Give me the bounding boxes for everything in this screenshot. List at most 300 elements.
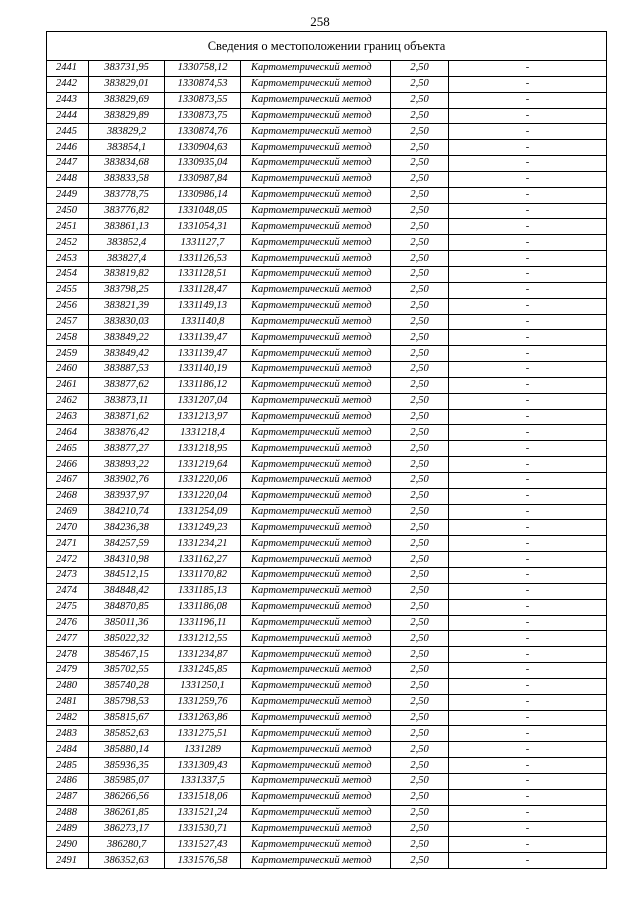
method-cell: Картометрический метод	[241, 76, 391, 92]
method-cell: Картометрический метод	[241, 330, 391, 346]
x-coordinate-cell: 383871,62	[89, 409, 165, 425]
point-number-cell: 2470	[47, 520, 89, 536]
point-number-cell: 2491	[47, 853, 89, 869]
y-coordinate-cell: 1331250,1	[165, 678, 241, 694]
method-cell: Картометрический метод	[241, 789, 391, 805]
x-coordinate-cell: 385467,15	[89, 647, 165, 663]
method-cell: Картометрический метод	[241, 441, 391, 457]
accuracy-cell: 2,50	[391, 203, 449, 219]
method-cell: Картометрический метод	[241, 615, 391, 631]
y-coordinate-cell: 1331219,64	[165, 457, 241, 473]
table-row	[47, 710, 607, 726]
x-coordinate-cell: 383776,82	[89, 203, 165, 219]
y-coordinate-cell: 1331139,47	[165, 346, 241, 362]
y-coordinate-cell: 1331140,19	[165, 362, 241, 378]
y-coordinate-cell: 1330873,55	[165, 92, 241, 108]
x-coordinate-cell: 383829,2	[89, 124, 165, 140]
point-number-cell: 2457	[47, 314, 89, 330]
y-coordinate-cell: 1331162,27	[165, 552, 241, 568]
accuracy-cell: 2,50	[391, 124, 449, 140]
method-cell: Картометрический метод	[241, 599, 391, 615]
point-number-cell: 2442	[47, 76, 89, 92]
method-cell: Картометрический метод	[241, 710, 391, 726]
y-coordinate-cell: 1331218,4	[165, 425, 241, 441]
point-number-cell: 2459	[47, 346, 89, 362]
method-cell: Картометрический метод	[241, 346, 391, 362]
accuracy-cell: 2,50	[391, 853, 449, 869]
point-number-cell: 2451	[47, 219, 89, 235]
x-coordinate-cell: 384870,85	[89, 599, 165, 615]
x-coordinate-cell: 384310,98	[89, 552, 165, 568]
description-cell: -	[449, 124, 607, 140]
x-coordinate-cell: 383902,76	[89, 472, 165, 488]
accuracy-cell: 2,50	[391, 441, 449, 457]
x-coordinate-cell: 383861,13	[89, 219, 165, 235]
method-cell: Картометрический метод	[241, 504, 391, 520]
method-cell: Картометрический метод	[241, 536, 391, 552]
table-row	[47, 472, 607, 488]
point-number-cell: 2489	[47, 821, 89, 837]
method-cell: Картометрический метод	[241, 314, 391, 330]
y-coordinate-cell: 1330874,53	[165, 76, 241, 92]
y-coordinate-cell: 1331220,06	[165, 472, 241, 488]
accuracy-cell: 2,50	[391, 235, 449, 251]
x-coordinate-cell: 383876,42	[89, 425, 165, 441]
table-row	[47, 171, 607, 187]
table-title: Сведения о местоположении границ объекта	[47, 32, 607, 61]
table-row	[47, 409, 607, 425]
table-row	[47, 298, 607, 314]
x-coordinate-cell: 386280,7	[89, 837, 165, 853]
description-cell: -	[449, 520, 607, 536]
x-coordinate-cell: 383873,11	[89, 393, 165, 409]
method-cell: Картометрический метод	[241, 694, 391, 710]
y-coordinate-cell: 1331127,7	[165, 235, 241, 251]
method-cell: Картометрический метод	[241, 377, 391, 393]
method-cell: Картометрический метод	[241, 266, 391, 282]
accuracy-cell: 2,50	[391, 615, 449, 631]
x-coordinate-cell: 383849,42	[89, 346, 165, 362]
description-cell: -	[449, 314, 607, 330]
description-cell: -	[449, 346, 607, 362]
x-coordinate-cell: 385011,36	[89, 615, 165, 631]
method-cell: Картометрический метод	[241, 472, 391, 488]
description-cell: -	[449, 488, 607, 504]
x-coordinate-cell: 383778,75	[89, 187, 165, 203]
table-row	[47, 108, 607, 124]
y-coordinate-cell: 1331186,12	[165, 377, 241, 393]
point-number-cell: 2463	[47, 409, 89, 425]
y-coordinate-cell: 1331275,51	[165, 726, 241, 742]
point-number-cell: 2446	[47, 140, 89, 156]
x-coordinate-cell: 385740,28	[89, 678, 165, 694]
accuracy-cell: 2,50	[391, 568, 449, 584]
point-number-cell: 2476	[47, 615, 89, 631]
x-coordinate-cell: 383798,25	[89, 282, 165, 298]
description-cell: -	[449, 726, 607, 742]
description-cell: -	[449, 235, 607, 251]
accuracy-cell: 2,50	[391, 647, 449, 663]
method-cell: Картометрический метод	[241, 821, 391, 837]
table-row	[47, 219, 607, 235]
table-row	[47, 251, 607, 267]
x-coordinate-cell: 385852,63	[89, 726, 165, 742]
description-cell: -	[449, 425, 607, 441]
table-header-row	[47, 32, 607, 61]
x-coordinate-cell: 383852,4	[89, 235, 165, 251]
x-coordinate-cell: 386273,17	[89, 821, 165, 837]
x-coordinate-cell: 384210,74	[89, 504, 165, 520]
y-coordinate-cell: 1331309,43	[165, 758, 241, 774]
method-cell: Картометрический метод	[241, 837, 391, 853]
point-number-cell: 2460	[47, 362, 89, 378]
method-cell: Картометрический метод	[241, 219, 391, 235]
y-coordinate-cell: 1331196,11	[165, 615, 241, 631]
x-coordinate-cell: 385702,55	[89, 663, 165, 679]
y-coordinate-cell: 1330758,12	[165, 61, 241, 77]
point-number-cell: 2453	[47, 251, 89, 267]
y-coordinate-cell: 1331207,04	[165, 393, 241, 409]
point-number-cell: 2481	[47, 694, 89, 710]
table-row	[47, 156, 607, 172]
x-coordinate-cell: 384257,59	[89, 536, 165, 552]
table-row	[47, 314, 607, 330]
description-cell: -	[449, 536, 607, 552]
description-cell: -	[449, 298, 607, 314]
accuracy-cell: 2,50	[391, 171, 449, 187]
y-coordinate-cell: 1331218,95	[165, 441, 241, 457]
description-cell: -	[449, 219, 607, 235]
method-cell: Картометрический метод	[241, 663, 391, 679]
description-cell: -	[449, 599, 607, 615]
table-row	[47, 758, 607, 774]
table-row	[47, 631, 607, 647]
table-row	[47, 266, 607, 282]
y-coordinate-cell: 1331213,97	[165, 409, 241, 425]
point-number-cell: 2448	[47, 171, 89, 187]
x-coordinate-cell: 383829,89	[89, 108, 165, 124]
table-row	[47, 568, 607, 584]
x-coordinate-cell: 385985,07	[89, 773, 165, 789]
description-cell: -	[449, 773, 607, 789]
point-number-cell: 2487	[47, 789, 89, 805]
y-coordinate-cell: 1330987,84	[165, 171, 241, 187]
accuracy-cell: 2,50	[391, 314, 449, 330]
point-number-cell: 2488	[47, 805, 89, 821]
y-coordinate-cell: 1331054,31	[165, 219, 241, 235]
description-cell: -	[449, 837, 607, 853]
table-row	[47, 488, 607, 504]
y-coordinate-cell: 1331259,76	[165, 694, 241, 710]
method-cell: Картометрический метод	[241, 552, 391, 568]
y-coordinate-cell: 1331048,05	[165, 203, 241, 219]
table-row	[47, 377, 607, 393]
table-row	[47, 61, 607, 77]
table-row	[47, 599, 607, 615]
point-number-cell: 2486	[47, 773, 89, 789]
x-coordinate-cell: 383833,58	[89, 171, 165, 187]
method-cell: Картометрический метод	[241, 678, 391, 694]
point-number-cell: 2472	[47, 552, 89, 568]
point-number-cell: 2443	[47, 92, 89, 108]
y-coordinate-cell: 1331518,06	[165, 789, 241, 805]
point-number-cell: 2478	[47, 647, 89, 663]
point-number-cell: 2483	[47, 726, 89, 742]
accuracy-cell: 2,50	[391, 773, 449, 789]
accuracy-cell: 2,50	[391, 504, 449, 520]
accuracy-cell: 2,50	[391, 61, 449, 77]
y-coordinate-cell: 1331234,87	[165, 647, 241, 663]
table-row	[47, 457, 607, 473]
method-cell: Картометрический метод	[241, 583, 391, 599]
table-row	[47, 678, 607, 694]
y-coordinate-cell: 1330986,14	[165, 187, 241, 203]
description-cell: -	[449, 805, 607, 821]
table-row	[47, 726, 607, 742]
accuracy-cell: 2,50	[391, 536, 449, 552]
x-coordinate-cell: 386266,56	[89, 789, 165, 805]
y-coordinate-cell: 1331212,55	[165, 631, 241, 647]
point-number-cell: 2475	[47, 599, 89, 615]
x-coordinate-cell: 383893,22	[89, 457, 165, 473]
table-row	[47, 330, 607, 346]
table-row	[47, 615, 607, 631]
accuracy-cell: 2,50	[391, 726, 449, 742]
accuracy-cell: 2,50	[391, 282, 449, 298]
table-row	[47, 536, 607, 552]
y-coordinate-cell: 1331220,04	[165, 488, 241, 504]
y-coordinate-cell: 1331126,53	[165, 251, 241, 267]
method-cell: Картометрический метод	[241, 140, 391, 156]
x-coordinate-cell: 386352,63	[89, 853, 165, 869]
point-number-cell: 2474	[47, 583, 89, 599]
description-cell: -	[449, 552, 607, 568]
description-cell: -	[449, 647, 607, 663]
table-row	[47, 805, 607, 821]
method-cell: Картометрический метод	[241, 393, 391, 409]
y-coordinate-cell: 1331186,08	[165, 599, 241, 615]
y-coordinate-cell: 1330874,76	[165, 124, 241, 140]
accuracy-cell: 2,50	[391, 805, 449, 821]
accuracy-cell: 2,50	[391, 92, 449, 108]
point-number-cell: 2458	[47, 330, 89, 346]
y-coordinate-cell: 1331128,47	[165, 282, 241, 298]
method-cell: Картометрический метод	[241, 758, 391, 774]
y-coordinate-cell: 1331576,58	[165, 853, 241, 869]
point-number-cell: 2477	[47, 631, 89, 647]
table-row	[47, 140, 607, 156]
x-coordinate-cell: 385936,35	[89, 758, 165, 774]
accuracy-cell: 2,50	[391, 599, 449, 615]
accuracy-cell: 2,50	[391, 821, 449, 837]
table-row	[47, 837, 607, 853]
accuracy-cell: 2,50	[391, 583, 449, 599]
description-cell: -	[449, 282, 607, 298]
x-coordinate-cell: 385880,14	[89, 742, 165, 758]
point-number-cell: 2456	[47, 298, 89, 314]
accuracy-cell: 2,50	[391, 76, 449, 92]
accuracy-cell: 2,50	[391, 520, 449, 536]
table-row	[47, 552, 607, 568]
table-row	[47, 647, 607, 663]
description-cell: -	[449, 821, 607, 837]
accuracy-cell: 2,50	[391, 425, 449, 441]
y-coordinate-cell: 1331245,85	[165, 663, 241, 679]
table-row	[47, 821, 607, 837]
x-coordinate-cell: 383834,68	[89, 156, 165, 172]
boundary-coordinates-table	[46, 31, 607, 869]
accuracy-cell: 2,50	[391, 678, 449, 694]
description-cell: -	[449, 663, 607, 679]
point-number-cell: 2480	[47, 678, 89, 694]
point-number-cell: 2467	[47, 472, 89, 488]
accuracy-cell: 2,50	[391, 108, 449, 124]
table-row	[47, 235, 607, 251]
x-coordinate-cell: 383829,69	[89, 92, 165, 108]
accuracy-cell: 2,50	[391, 409, 449, 425]
point-number-cell: 2473	[47, 568, 89, 584]
table-body	[47, 32, 607, 869]
table-row	[47, 694, 607, 710]
description-cell: -	[449, 108, 607, 124]
method-cell: Картометрический метод	[241, 108, 391, 124]
method-cell: Картометрический метод	[241, 647, 391, 663]
accuracy-cell: 2,50	[391, 266, 449, 282]
description-cell: -	[449, 251, 607, 267]
point-number-cell: 2469	[47, 504, 89, 520]
table-row	[47, 282, 607, 298]
table-row	[47, 853, 607, 869]
accuracy-cell: 2,50	[391, 488, 449, 504]
x-coordinate-cell: 383731,95	[89, 61, 165, 77]
y-coordinate-cell: 1331530,71	[165, 821, 241, 837]
x-coordinate-cell: 383849,22	[89, 330, 165, 346]
description-cell: -	[449, 457, 607, 473]
point-number-cell: 2455	[47, 282, 89, 298]
x-coordinate-cell: 383877,62	[89, 377, 165, 393]
point-number-cell: 2471	[47, 536, 89, 552]
description-cell: -	[449, 789, 607, 805]
accuracy-cell: 2,50	[391, 472, 449, 488]
method-cell: Картометрический метод	[241, 631, 391, 647]
table-row	[47, 92, 607, 108]
point-number-cell: 2447	[47, 156, 89, 172]
description-cell: -	[449, 631, 607, 647]
table-row	[47, 425, 607, 441]
y-coordinate-cell: 1331337,5	[165, 773, 241, 789]
y-coordinate-cell: 1330873,75	[165, 108, 241, 124]
accuracy-cell: 2,50	[391, 663, 449, 679]
accuracy-cell: 2,50	[391, 377, 449, 393]
table-row	[47, 393, 607, 409]
table-row	[47, 789, 607, 805]
description-cell: -	[449, 187, 607, 203]
point-number-cell: 2454	[47, 266, 89, 282]
y-coordinate-cell: 1331234,21	[165, 536, 241, 552]
accuracy-cell: 2,50	[391, 187, 449, 203]
y-coordinate-cell: 1331263,86	[165, 710, 241, 726]
x-coordinate-cell: 386261,85	[89, 805, 165, 821]
x-coordinate-cell: 384236,38	[89, 520, 165, 536]
table-row	[47, 663, 607, 679]
description-cell: -	[449, 694, 607, 710]
method-cell: Картометрический метод	[241, 488, 391, 504]
method-cell: Картометрический метод	[241, 282, 391, 298]
point-number-cell: 2462	[47, 393, 89, 409]
point-number-cell: 2490	[47, 837, 89, 853]
point-number-cell: 2450	[47, 203, 89, 219]
method-cell: Картометрический метод	[241, 425, 391, 441]
accuracy-cell: 2,50	[391, 330, 449, 346]
accuracy-cell: 2,50	[391, 140, 449, 156]
method-cell: Картометрический метод	[241, 235, 391, 251]
table-row	[47, 583, 607, 599]
table-row	[47, 362, 607, 378]
accuracy-cell: 2,50	[391, 251, 449, 267]
table-row	[47, 76, 607, 92]
x-coordinate-cell: 383829,01	[89, 76, 165, 92]
description-cell: -	[449, 266, 607, 282]
description-cell: -	[449, 568, 607, 584]
point-number-cell: 2466	[47, 457, 89, 473]
table-row	[47, 203, 607, 219]
description-cell: -	[449, 393, 607, 409]
accuracy-cell: 2,50	[391, 362, 449, 378]
accuracy-cell: 2,50	[391, 552, 449, 568]
x-coordinate-cell: 384512,15	[89, 568, 165, 584]
point-number-cell: 2465	[47, 441, 89, 457]
point-number-cell: 2441	[47, 61, 89, 77]
point-number-cell: 2468	[47, 488, 89, 504]
description-cell: -	[449, 377, 607, 393]
accuracy-cell: 2,50	[391, 219, 449, 235]
y-coordinate-cell: 1331527,43	[165, 837, 241, 853]
y-coordinate-cell: 1330935,04	[165, 156, 241, 172]
y-coordinate-cell: 1331139,47	[165, 330, 241, 346]
table-row	[47, 441, 607, 457]
y-coordinate-cell: 1331149,13	[165, 298, 241, 314]
point-number-cell: 2445	[47, 124, 89, 140]
description-cell: -	[449, 742, 607, 758]
accuracy-cell: 2,50	[391, 758, 449, 774]
description-cell: -	[449, 92, 607, 108]
accuracy-cell: 2,50	[391, 631, 449, 647]
point-number-cell: 2484	[47, 742, 89, 758]
method-cell: Картометрический метод	[241, 362, 391, 378]
method-cell: Картометрический метод	[241, 61, 391, 77]
table-row	[47, 346, 607, 362]
description-cell: -	[449, 710, 607, 726]
x-coordinate-cell: 383887,53	[89, 362, 165, 378]
method-cell: Картометрический метод	[241, 568, 391, 584]
accuracy-cell: 2,50	[391, 393, 449, 409]
description-cell: -	[449, 76, 607, 92]
table-row	[47, 773, 607, 789]
accuracy-cell: 2,50	[391, 742, 449, 758]
method-cell: Картометрический метод	[241, 805, 391, 821]
description-cell: -	[449, 441, 607, 457]
method-cell: Картометрический метод	[241, 251, 391, 267]
method-cell: Картометрический метод	[241, 726, 391, 742]
method-cell: Картометрический метод	[241, 92, 391, 108]
accuracy-cell: 2,50	[391, 789, 449, 805]
x-coordinate-cell: 383877,27	[89, 441, 165, 457]
description-cell: -	[449, 61, 607, 77]
point-number-cell: 2449	[47, 187, 89, 203]
point-number-cell: 2452	[47, 235, 89, 251]
description-cell: -	[449, 140, 607, 156]
method-cell: Картометрический метод	[241, 742, 391, 758]
